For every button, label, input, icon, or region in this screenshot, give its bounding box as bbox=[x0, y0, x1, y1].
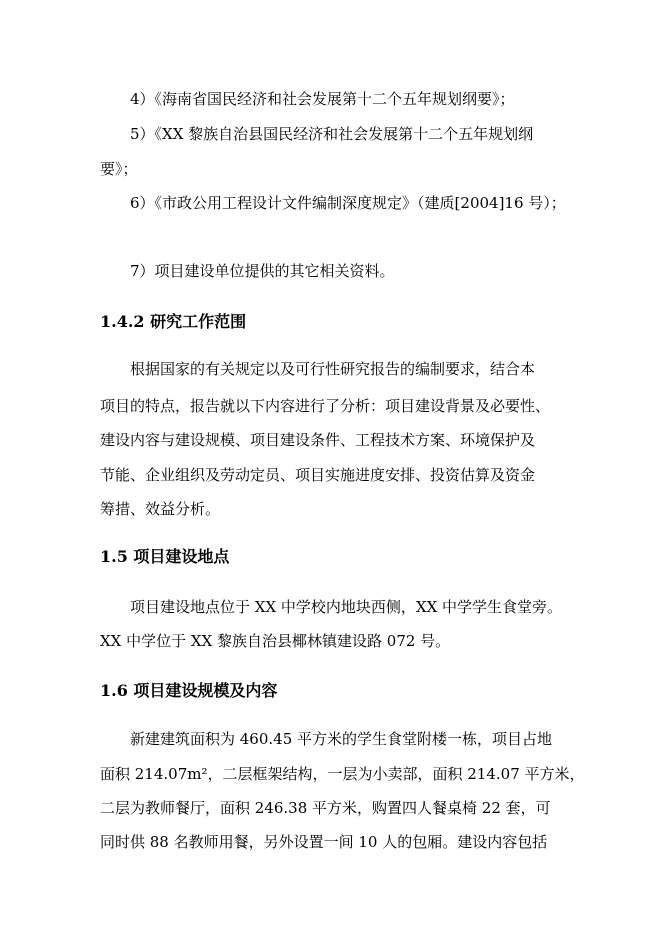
reference-item-5-continuation: 要》； bbox=[100, 160, 138, 178]
paragraph-line: 建设内容与建设规模、项目建设条件、工程技术方案、环境保护及 bbox=[100, 431, 536, 449]
paragraph-line: XX 中学位于 XX 黎族自治县椰林镇建设路 072 号。 bbox=[100, 632, 451, 650]
paragraph-line: 新建建筑面积为 460.45 平方米的学生食堂附楼一栋，项目占地 bbox=[130, 730, 553, 748]
reference-item-5: 5）《XX 黎族自治县国民经济和社会发展第十二个五年规划纲 bbox=[130, 125, 534, 143]
paragraph-line: 二层为教师餐厅，面积 246.38 平方米，购置四人餐桌椅 22 套，可 bbox=[100, 799, 551, 817]
paragraph-line: 面积 214.07m²，二层框架结构，一层为小卖部，面积 214.07 平方米， bbox=[100, 765, 585, 783]
paragraph-line: 项目建设地点位于 XX 中学校内地块西侧，XX 中学学生食堂旁。 bbox=[130, 598, 563, 616]
paragraph-line: 节能、企业组织及劳动定员、项目实施进度安排、投资估算及资金 bbox=[100, 466, 536, 484]
paragraph-line: 根据国家的有关规定以及可行性研究报告的编制要求，结合本 bbox=[130, 360, 536, 378]
reference-item-7: 7）项目建设单位提供的其它相关资料。 bbox=[130, 262, 395, 280]
section-heading: 1.6 项目建设规模及内容 bbox=[100, 681, 278, 700]
paragraph-line: 筹措、效益分析。 bbox=[100, 500, 221, 518]
reference-item-6: 6）《市政公用工程设计文件编制深度规定》（建质[2004]16 号）； bbox=[130, 194, 566, 212]
section-heading: 1.5 项目建设地点 bbox=[100, 547, 230, 566]
paragraph-line: 同时供 88 名教师用餐，另外设置一间 10 人的包厢。建设内容包括 bbox=[100, 833, 548, 851]
paragraph-line: 项目的特点，报告就以下内容进行了分析：项目建设背景及必要性、 bbox=[100, 397, 551, 415]
section-heading: 1.4.2 研究工作范围 bbox=[100, 312, 247, 331]
reference-item-4: 4）《海南省国民经济和社会发展第十二个五年规划纲要》； bbox=[130, 90, 515, 108]
